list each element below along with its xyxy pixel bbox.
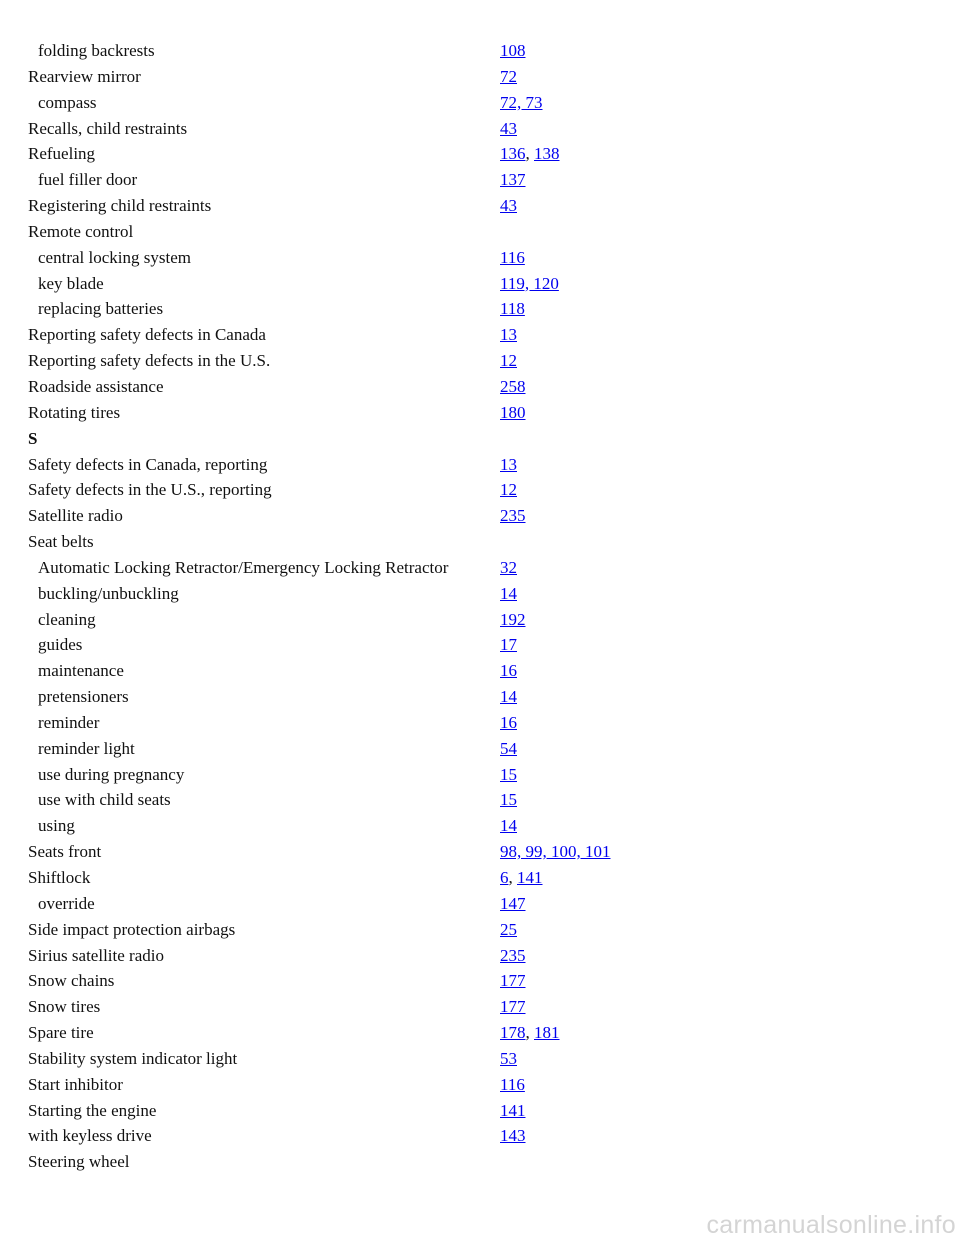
page-link[interactable]: 138 xyxy=(534,144,560,164)
index-subterm: folding backrests xyxy=(38,41,155,60)
index-term: Reporting safety defects in the U.S. xyxy=(28,351,271,371)
page-link[interactable]: 53 xyxy=(500,1048,517,1068)
page-references xyxy=(500,787,517,813)
index-entry xyxy=(28,632,908,658)
index-entry xyxy=(28,1123,908,1149)
page-link[interactable]: 147 xyxy=(500,893,526,913)
index-subterm: central locking system xyxy=(38,247,191,267)
index-subterm: replacing batteries xyxy=(38,299,164,319)
page-references xyxy=(500,400,526,426)
index-entry xyxy=(28,658,908,684)
index-term: Rotating tires xyxy=(28,402,121,422)
index-entry xyxy=(28,116,908,142)
page-references xyxy=(500,994,526,1020)
index-term: Spare tire xyxy=(28,1023,94,1043)
page-link[interactable]: 119, 120 xyxy=(500,273,559,293)
index-term: Satellite radio xyxy=(28,506,123,526)
index-entry xyxy=(28,968,908,994)
index-term: Steering wheel xyxy=(28,1152,130,1172)
page-references xyxy=(500,271,559,297)
link-separator: , xyxy=(525,144,534,164)
index-entry xyxy=(28,891,908,917)
page-link[interactable]: 17 xyxy=(500,635,517,655)
page-references xyxy=(500,452,517,478)
index-term: Stability system indicator light xyxy=(28,1048,238,1068)
index-entry xyxy=(28,710,908,736)
index-entry xyxy=(28,787,908,813)
index-entry xyxy=(28,736,908,762)
page-references xyxy=(500,736,517,762)
page-link[interactable]: 14 xyxy=(500,816,517,836)
index-subterm: reminder light xyxy=(38,738,135,758)
page-link[interactable]: 98, 99, 100, 101 xyxy=(500,842,611,862)
index-subterm: override xyxy=(38,893,95,913)
page-link[interactable]: 25 xyxy=(500,919,517,939)
page-link[interactable]: 14 xyxy=(500,583,517,603)
index-term: with keyless drive xyxy=(28,1126,152,1146)
index-term: Shiftlock xyxy=(28,868,91,887)
index-entry xyxy=(28,1072,908,1098)
index-entry xyxy=(28,607,908,633)
page-references xyxy=(500,710,517,736)
page-references xyxy=(500,762,517,788)
index-subterm: pretensioners xyxy=(38,687,129,707)
index-term: Seats front xyxy=(28,842,102,862)
index-subterm: compass xyxy=(38,92,97,112)
page-link[interactable]: 13 xyxy=(500,325,517,345)
page-link[interactable]: 177 xyxy=(500,971,526,991)
index-entry xyxy=(28,38,908,64)
index-entry xyxy=(28,64,908,90)
index-term: Start inhibitor xyxy=(28,1074,123,1094)
page-link[interactable]: 116 xyxy=(500,1074,525,1094)
page-references xyxy=(500,322,517,348)
page-references xyxy=(500,917,517,943)
index-term: Snow tires xyxy=(28,997,101,1017)
index-term: Safety defects in Canada, reporting xyxy=(28,454,268,474)
page-references xyxy=(500,116,517,142)
index-entry xyxy=(28,865,908,891)
index-entry xyxy=(28,322,908,348)
page-link[interactable]: 136 xyxy=(500,144,526,164)
index-entry xyxy=(28,813,908,839)
page-references xyxy=(500,193,517,219)
page-link[interactable]: 54 xyxy=(500,738,517,758)
page-references xyxy=(500,891,526,917)
index-term: Side impact protection airbags xyxy=(28,919,236,939)
page-link[interactable]: 181 xyxy=(534,1023,560,1043)
page-references xyxy=(500,968,526,994)
page-link[interactable]: 118 xyxy=(500,299,525,319)
page-link[interactable]: 32 xyxy=(500,557,517,577)
index-term: Safety defects in the U.S., reporting xyxy=(28,480,272,500)
page-link[interactable]: 178 xyxy=(500,1023,526,1043)
index-subterm: use with child seats xyxy=(38,790,171,810)
index-entry xyxy=(28,581,908,607)
page-references xyxy=(500,607,526,633)
index-term: Sirius satellite radio xyxy=(28,945,164,965)
index-term: Starting the engine xyxy=(28,1100,157,1120)
index-entry xyxy=(28,762,908,788)
index-entry xyxy=(28,348,908,374)
page-references xyxy=(500,141,560,167)
page-references xyxy=(500,632,517,658)
page-link[interactable]: 258 xyxy=(500,376,526,396)
letter-heading: S xyxy=(28,428,38,448)
page-references xyxy=(500,503,526,529)
page-references xyxy=(500,1020,560,1046)
index-entry xyxy=(28,167,908,193)
index-entry xyxy=(28,503,908,529)
index-subterm: buckling/unbuckling xyxy=(38,583,179,603)
page-link[interactable]: 16 xyxy=(500,661,517,681)
index-term: Registering child restraints xyxy=(28,196,212,216)
index-term: Remote control xyxy=(28,221,134,241)
index-subterm: guides xyxy=(38,635,83,655)
page-link[interactable]: 116 xyxy=(500,247,525,267)
page-link[interactable]: 235 xyxy=(500,945,526,965)
index-entry xyxy=(28,1046,908,1072)
index-term: Roadside assistance xyxy=(28,376,164,396)
page-references xyxy=(500,555,517,581)
page-references xyxy=(500,1098,526,1124)
page-link[interactable]: 72 xyxy=(500,66,517,86)
page-link[interactable]: 141 xyxy=(500,1100,526,1120)
page-references xyxy=(500,1072,525,1098)
index-term: Reporting safety defects in Canada xyxy=(28,325,266,345)
page-link[interactable]: 43 xyxy=(500,118,517,138)
page-link[interactable]: 14 xyxy=(500,687,517,707)
index-entry xyxy=(28,452,908,478)
index-subterm: cleaning xyxy=(38,609,96,629)
index-entry xyxy=(28,555,908,581)
index-subterm: Automatic Locking Retractor/Emergency Locking Retractor xyxy=(38,557,449,577)
index-entry xyxy=(28,943,908,969)
page-link[interactable]: 12 xyxy=(500,480,517,500)
page-link[interactable]: 6 xyxy=(500,868,509,887)
index-subterm: key blade xyxy=(38,273,104,293)
page-references xyxy=(500,581,517,607)
index-subterm: using xyxy=(38,816,75,836)
page-references xyxy=(500,374,526,400)
index-entry xyxy=(28,1149,908,1175)
index-entry xyxy=(28,296,908,322)
index-term: Snow chains xyxy=(28,971,115,991)
page-link[interactable]: 13 xyxy=(500,454,517,474)
page-references xyxy=(500,477,517,503)
index-entry xyxy=(28,245,908,271)
page-references xyxy=(500,813,517,839)
index-entry xyxy=(28,1020,908,1046)
page-link[interactable]: 143 xyxy=(500,1126,526,1146)
index-term: Seat belts xyxy=(28,532,94,552)
page-link[interactable]: 16 xyxy=(500,712,517,732)
page-references xyxy=(500,90,543,116)
page-references xyxy=(500,865,543,891)
page-references xyxy=(500,167,526,193)
index-entry xyxy=(28,271,908,297)
page-references xyxy=(500,38,526,64)
page-references xyxy=(500,64,517,90)
page-references xyxy=(500,296,525,322)
page-link[interactable]: 15 xyxy=(500,790,517,810)
index-entry xyxy=(28,684,908,710)
page-references xyxy=(500,1046,517,1072)
page-references xyxy=(500,684,517,710)
index-term: Rearview mirror xyxy=(28,66,141,86)
index-term: Recalls, child restraints xyxy=(28,118,188,138)
index-subterm: use during pregnancy xyxy=(38,764,185,784)
index-entry xyxy=(28,219,908,245)
index-list xyxy=(28,38,908,1175)
page-references xyxy=(500,1123,526,1149)
index-entry xyxy=(28,477,908,503)
page-link[interactable]: 15 xyxy=(500,764,517,784)
index-entry xyxy=(28,141,908,167)
page-link[interactable]: 180 xyxy=(500,402,526,422)
index-subterm: fuel filler door xyxy=(38,170,138,190)
page-references xyxy=(500,348,517,374)
page-references xyxy=(500,839,611,865)
index-entry xyxy=(28,917,908,943)
page-link[interactable]: 12 xyxy=(500,351,517,371)
index-letter-heading xyxy=(28,426,908,452)
page-references xyxy=(500,245,525,271)
page-link[interactable]: 141 xyxy=(517,868,543,887)
index-entry xyxy=(28,839,908,865)
page-link[interactable]: 43 xyxy=(500,196,517,216)
link-separator: , xyxy=(508,868,517,887)
index-subterm: reminder xyxy=(38,712,100,732)
watermark: carmanualsonline.info xyxy=(706,1211,956,1239)
link-separator: , xyxy=(525,1023,534,1043)
page-link[interactable]: 137 xyxy=(500,170,526,190)
index-entry xyxy=(28,1098,908,1124)
index-entry xyxy=(28,529,908,555)
page-link[interactable]: 235 xyxy=(500,506,526,526)
index-entry xyxy=(28,374,908,400)
index-entry xyxy=(28,994,908,1020)
page-link[interactable]: 108 xyxy=(500,41,526,60)
index-subterm: maintenance xyxy=(38,661,124,681)
index-term: Refueling xyxy=(28,144,96,164)
page-references xyxy=(500,943,526,969)
index-entry xyxy=(28,193,908,219)
index-entry xyxy=(28,400,908,426)
page-references xyxy=(500,658,517,684)
page-link[interactable]: 192 xyxy=(500,609,526,629)
page-link[interactable]: 72, 73 xyxy=(500,92,543,112)
index-entry xyxy=(28,90,908,116)
page-link[interactable]: 177 xyxy=(500,997,526,1017)
